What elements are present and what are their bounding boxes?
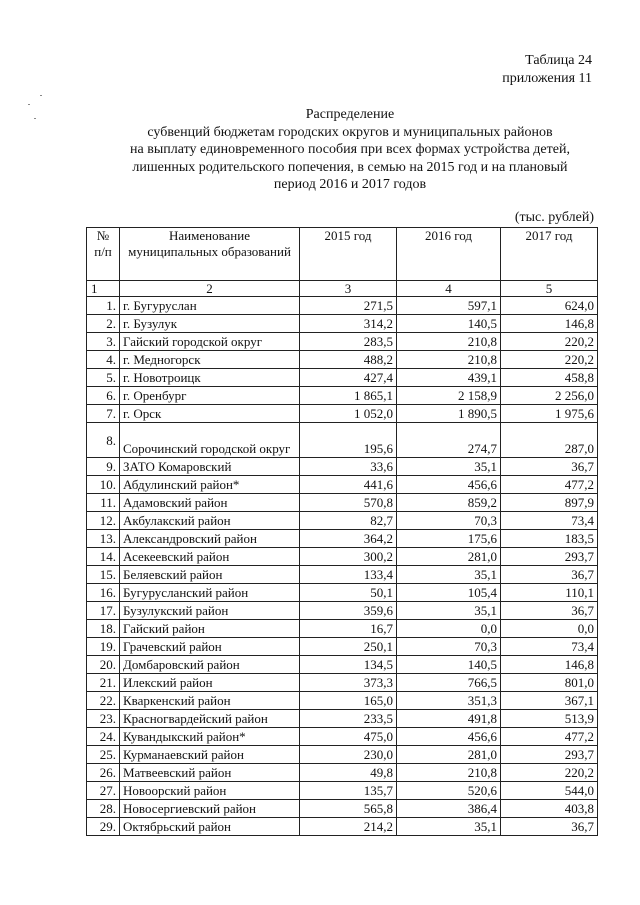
unit-label: (тыс. рублей)	[514, 210, 594, 225]
municipality-name: Новоорский район	[120, 782, 300, 800]
title-line: Распределение	[305, 107, 395, 122]
row-number: 10.	[87, 476, 120, 494]
table-row	[87, 620, 598, 638]
municipality-name: Адамовский район	[120, 494, 300, 512]
title-line: период 2016 и 2017 годов	[273, 177, 427, 192]
municipality-name: Новосергиевский район	[120, 800, 300, 818]
value-2015: 1 865,1	[300, 387, 397, 405]
table-row	[87, 512, 598, 530]
municipality-name: Матвеевский район	[120, 764, 300, 782]
value-2016: 491,8	[397, 710, 501, 728]
table-row	[87, 566, 598, 584]
table-row	[87, 656, 598, 674]
value-2015: 230,0	[300, 746, 397, 764]
row-number: 24.	[87, 728, 120, 746]
value-2017: 73,4	[501, 638, 598, 656]
table-row	[87, 638, 598, 656]
table-row	[87, 476, 598, 494]
row-number: 17.	[87, 602, 120, 620]
row-number: 22.	[87, 692, 120, 710]
value-2016: 35,1	[397, 818, 501, 836]
row-number: 28.	[87, 800, 120, 818]
table-header-row	[87, 228, 598, 281]
value-2016: 439,1	[397, 369, 501, 387]
municipality-name: Александровский район	[120, 530, 300, 548]
municipality-name: Бугурусланский район	[120, 584, 300, 602]
table-row	[87, 315, 598, 333]
col-header-2015: 2015 год	[300, 228, 397, 281]
table-row	[87, 728, 598, 746]
municipality-name: г. Оренбург	[120, 387, 300, 405]
value-2017: 897,9	[501, 494, 598, 512]
table-row	[87, 692, 598, 710]
value-2017: 183,5	[501, 530, 598, 548]
value-2016: 2 158,9	[397, 387, 501, 405]
value-2017: 477,2	[501, 476, 598, 494]
subvention-table	[86, 227, 598, 836]
scan-speck	[40, 95, 42, 96]
value-2015: 195,6	[300, 423, 397, 458]
table-row	[87, 800, 598, 818]
value-2017: 513,9	[501, 710, 598, 728]
value-2017: 36,7	[501, 566, 598, 584]
value-2017: 110,1	[501, 584, 598, 602]
value-2015: 565,8	[300, 800, 397, 818]
col-index: 1	[87, 281, 120, 297]
row-number: 11.	[87, 494, 120, 512]
value-2015: 82,7	[300, 512, 397, 530]
row-number: 16.	[87, 584, 120, 602]
municipality-name: г. Медногорск	[120, 351, 300, 369]
table-row	[87, 818, 598, 836]
municipality-name: Гайский район	[120, 620, 300, 638]
value-2016: 140,5	[397, 315, 501, 333]
row-number: 2.	[87, 315, 120, 333]
value-2017: 0,0	[501, 620, 598, 638]
value-2016: 35,1	[397, 602, 501, 620]
row-number: 26.	[87, 764, 120, 782]
value-2016: 386,4	[397, 800, 501, 818]
row-number: 23.	[87, 710, 120, 728]
value-2015: 271,5	[300, 297, 397, 315]
value-2016: 0,0	[397, 620, 501, 638]
scan-speck	[34, 118, 36, 119]
title-line: субвенций бюджетам городских округов и муниципальных районов	[147, 124, 553, 140]
column-index-row	[87, 281, 598, 297]
value-2016: 210,8	[397, 333, 501, 351]
value-2017: 146,8	[501, 315, 598, 333]
municipality-name: ЗАТО Комаровский	[120, 458, 300, 476]
value-2016: 456,6	[397, 728, 501, 746]
value-2017: 36,7	[501, 458, 598, 476]
document-title	[90, 106, 610, 194]
row-number: 21.	[87, 674, 120, 692]
value-2015: 33,6	[300, 458, 397, 476]
table-row	[87, 530, 598, 548]
value-2016: 766,5	[397, 674, 501, 692]
table-row	[87, 458, 598, 476]
value-2016: 597,1	[397, 297, 501, 315]
value-2015: 359,6	[300, 602, 397, 620]
row-number: 6.	[87, 387, 120, 405]
row-number: 5.	[87, 369, 120, 387]
value-2016: 351,3	[397, 692, 501, 710]
row-number: 27.	[87, 782, 120, 800]
row-number: 25.	[87, 746, 120, 764]
municipality-name: Абдулинский район*	[120, 476, 300, 494]
municipality-name: Грачевский район	[120, 638, 300, 656]
scan-speck	[28, 104, 30, 105]
municipality-name: Домбаровский район	[120, 656, 300, 674]
municipality-name: Кваркенский район	[120, 692, 300, 710]
value-2016: 175,6	[397, 530, 501, 548]
value-2015: 233,5	[300, 710, 397, 728]
value-2015: 135,7	[300, 782, 397, 800]
value-2017: 2 256,0	[501, 387, 598, 405]
value-2015: 364,2	[300, 530, 397, 548]
value-2016: 456,6	[397, 476, 501, 494]
value-2016: 35,1	[397, 566, 501, 584]
table-row	[87, 710, 598, 728]
municipality-name: Бузулукский район	[120, 602, 300, 620]
municipality-name: Красногвардейский район	[120, 710, 300, 728]
value-2015: 250,1	[300, 638, 397, 656]
municipality-name: Курманаевский район	[120, 746, 300, 764]
value-2016: 210,8	[397, 764, 501, 782]
municipality-name: Акбулакский район	[120, 512, 300, 530]
value-2015: 475,0	[300, 728, 397, 746]
table-reference	[502, 52, 592, 88]
col-index: 2	[120, 281, 300, 297]
municipality-name: г. Бузулук	[120, 315, 300, 333]
value-2017: 458,8	[501, 369, 598, 387]
value-2015: 300,2	[300, 548, 397, 566]
value-2015: 441,6	[300, 476, 397, 494]
table-number: Таблица 24	[525, 53, 592, 68]
appendix-reference: приложения 11	[502, 71, 592, 86]
table-row	[87, 782, 598, 800]
value-2015: 49,8	[300, 764, 397, 782]
table-row	[87, 764, 598, 782]
row-number: 29.	[87, 818, 120, 836]
table-row	[87, 333, 598, 351]
col-index: 3	[300, 281, 397, 297]
municipality-name: Асекеевский район	[120, 548, 300, 566]
value-2017: 293,7	[501, 746, 598, 764]
municipality-name: Сорочинский городской округ	[120, 423, 300, 458]
value-2016: 70,3	[397, 512, 501, 530]
value-2017: 624,0	[501, 297, 598, 315]
value-2017: 36,7	[501, 602, 598, 620]
value-2016: 35,1	[397, 458, 501, 476]
col-index: 5	[501, 281, 598, 297]
row-number: 18.	[87, 620, 120, 638]
table-row	[87, 494, 598, 512]
row-number: 15.	[87, 566, 120, 584]
value-2016: 105,4	[397, 584, 501, 602]
table-row	[87, 674, 598, 692]
value-2016: 281,0	[397, 746, 501, 764]
value-2017: 367,1	[501, 692, 598, 710]
value-2017: 146,8	[501, 656, 598, 674]
value-2017: 1 975,6	[501, 405, 598, 423]
table-row	[87, 405, 598, 423]
col-index: 4	[397, 281, 501, 297]
value-2016: 70,3	[397, 638, 501, 656]
value-2015: 427,4	[300, 369, 397, 387]
row-number: 19.	[87, 638, 120, 656]
row-number: 9.	[87, 458, 120, 476]
municipality-name: г. Новотроицк	[120, 369, 300, 387]
row-number: 3.	[87, 333, 120, 351]
table-row	[87, 387, 598, 405]
table-row	[87, 602, 598, 620]
value-2016: 210,8	[397, 351, 501, 369]
row-number: 14.	[87, 548, 120, 566]
table-row	[87, 351, 598, 369]
col-header-name: Наименование муниципальных образований	[120, 228, 300, 281]
value-2017: 287,0	[501, 423, 598, 458]
value-2015: 214,2	[300, 818, 397, 836]
table-row	[87, 297, 598, 315]
value-2015: 165,0	[300, 692, 397, 710]
value-2017: 293,7	[501, 548, 598, 566]
title-line: на выплату единовременного пособия при всех формах устройства детей,	[130, 142, 570, 157]
col-header-num: № п/п	[87, 228, 120, 281]
value-2016: 274,7	[397, 423, 501, 458]
value-2016: 520,6	[397, 782, 501, 800]
value-2016: 281,0	[397, 548, 501, 566]
value-2015: 134,5	[300, 656, 397, 674]
value-2015: 373,3	[300, 674, 397, 692]
value-2015: 16,7	[300, 620, 397, 638]
value-2015: 314,2	[300, 315, 397, 333]
value-2015: 133,4	[300, 566, 397, 584]
row-number: 4.	[87, 351, 120, 369]
table-row	[87, 423, 598, 458]
value-2015: 50,1	[300, 584, 397, 602]
value-2017: 220,2	[501, 764, 598, 782]
row-number: 7.	[87, 405, 120, 423]
table-row	[87, 584, 598, 602]
row-number: 12.	[87, 512, 120, 530]
row-number: 20.	[87, 656, 120, 674]
value-2017: 801,0	[501, 674, 598, 692]
municipality-name: Беляевский район	[120, 566, 300, 584]
value-2017: 403,8	[501, 800, 598, 818]
row-number: 8.	[87, 423, 120, 458]
value-2017: 544,0	[501, 782, 598, 800]
value-2015: 283,5	[300, 333, 397, 351]
municipality-name: Октябрьский район	[120, 818, 300, 836]
municipality-name: Гайский городской округ	[120, 333, 300, 351]
value-2017: 477,2	[501, 728, 598, 746]
title-line: лишенных родительского попечения, в семью на 2015 год и на плановый	[132, 159, 568, 175]
value-2015: 1 052,0	[300, 405, 397, 423]
col-header-2017: 2017 год	[501, 228, 598, 281]
municipality-name: г. Орск	[120, 405, 300, 423]
municipality-name: Кувандыкский район*	[120, 728, 300, 746]
value-2015: 570,8	[300, 494, 397, 512]
row-number: 1.	[87, 297, 120, 315]
value-2015: 488,2	[300, 351, 397, 369]
value-2016: 140,5	[397, 656, 501, 674]
col-header-2016: 2016 год	[397, 228, 501, 281]
municipality-name: Илекский район	[120, 674, 300, 692]
value-2017: 220,2	[501, 351, 598, 369]
value-2017: 220,2	[501, 333, 598, 351]
row-number: 13.	[87, 530, 120, 548]
municipality-name: г. Бугуруслан	[120, 297, 300, 315]
value-2017: 36,7	[501, 818, 598, 836]
value-2016: 859,2	[397, 494, 501, 512]
table-row	[87, 369, 598, 387]
value-2016: 1 890,5	[397, 405, 501, 423]
table-row	[87, 548, 598, 566]
value-2017: 73,4	[501, 512, 598, 530]
table-row	[87, 746, 598, 764]
